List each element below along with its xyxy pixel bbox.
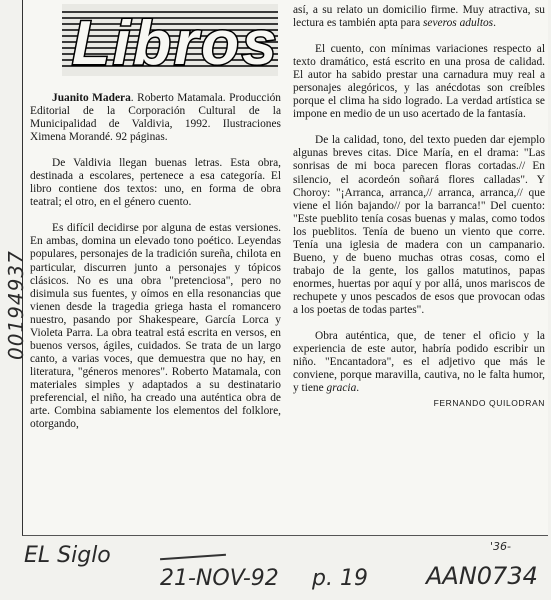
paragraph-1: De Valdivia llegan buenas letras. Esta obra, destinada a escolares, pertenece a esa categoría. El libro contiene dos textos: uno, en forma de obra teatral; el otro, en el género cuento. xyxy=(30,157,281,209)
archive-code: 00194937 xyxy=(4,250,28,360)
strikethrough-mark xyxy=(160,554,226,561)
right-column xyxy=(293,4,545,410)
handwritten-page: p. 19 xyxy=(312,566,368,591)
section-masthead xyxy=(62,4,278,76)
author-signature: FERNANDO QUILODRAN xyxy=(433,398,545,409)
handwritten-reference: AAN0734 xyxy=(426,562,538,590)
paragraph-5: De la calidad, tono, del texto pueden dar ejemplo algunas breves citas. Dice María, en el drama: "Las sonrisas de mi boca parecen floras cortadas.// En silencio, el acordeón soñará flores calladas". Y Choroy: "¡Arranca, arranca,// arranca, arranca,// que viene el lión bajando// por la barranca!" Del cuento: "Este pueblito tenía cosas buenas y malas, como todos los pueblitos. Tenía de bueno un viento que corre. Tenía una iglesia de madera con un campanario. Bueno, y de bueno muchas otras cosas, como el trabajo de la gente, los gallos matutinos, papas enormes, huertas por aquí y por allá, unos mariscos de rechupete y unos pescados de esos que provocan odas a los poetas de todas partes". xyxy=(293,134,545,316)
handwritten-number: '36- xyxy=(490,540,511,553)
paragraph-2: Es difícil decidirse por alguna de estas versiones. En ambas, domina un elevado tono poético. Leyendas populares, personajes de la tradición sureña, chilota en particular, discurren junto a personajes y tópicos clásicos. No es una obra "pretenciosa", pero no disimula sus fuentes, y oímos en ella resonancias que vienen desde la tragedia griega hasta el romancero nuestro, pasando por Shakespeare, García Lorca y Violeta Parra. La obra teatral está escrita en versos, en buenos versos, ágiles, cuidados. Se trata de un largo canto, a varias voces, que demuestra que no hay, en literatura, "géneros menores". Roberto Matamala, con materiales simples y adaptados a su destinatario preferencial, el niño, ha creado una auténtica obra de arte. Combina sabiamente los elementos del folklore, otorgando, xyxy=(30,222,281,431)
paragraph-3: así, a su relato un domicilio firme. Muy atractiva, su lectura es también apta para severos adultos. xyxy=(293,4,545,30)
book-title: Juanito Madera xyxy=(52,92,131,104)
left-column xyxy=(30,92,281,431)
handwritten-date: 21-NOV-92 xyxy=(160,566,279,591)
book-reference xyxy=(30,92,281,144)
svg-text:Libros: Libros xyxy=(72,9,278,76)
paragraph-4: El cuento, con mínimas variaciones respecto al texto dramático, está escrito en una prosa de calidad. El autor ha sabido prestar una carnadura muy real a personajes alegóricos, y las anécdotas son creíbles porque el clima ha sido logrado. La verdad artística se impone en medio de un uso acertado de la fantasía. xyxy=(293,43,545,121)
handwritten-source: EL Siglo xyxy=(24,543,111,568)
book-details: . Roberto Matamala. Producción Editorial de la Corporación Cultural de la Municipalidad de Valdivia, 1992. Ilustraciones Ximena Morandé. 92 páginas. xyxy=(30,92,282,144)
paragraph-6: Obra auténtica, que, de tener el oficio y la experiencia de este autor, habría podido escribir un niño. "Encantadora", es el adjetivo que más le conviene, porque maravilla, cautiva, no le falta humor, y tiene gracia. xyxy=(293,330,545,395)
masthead-logo xyxy=(62,4,278,76)
